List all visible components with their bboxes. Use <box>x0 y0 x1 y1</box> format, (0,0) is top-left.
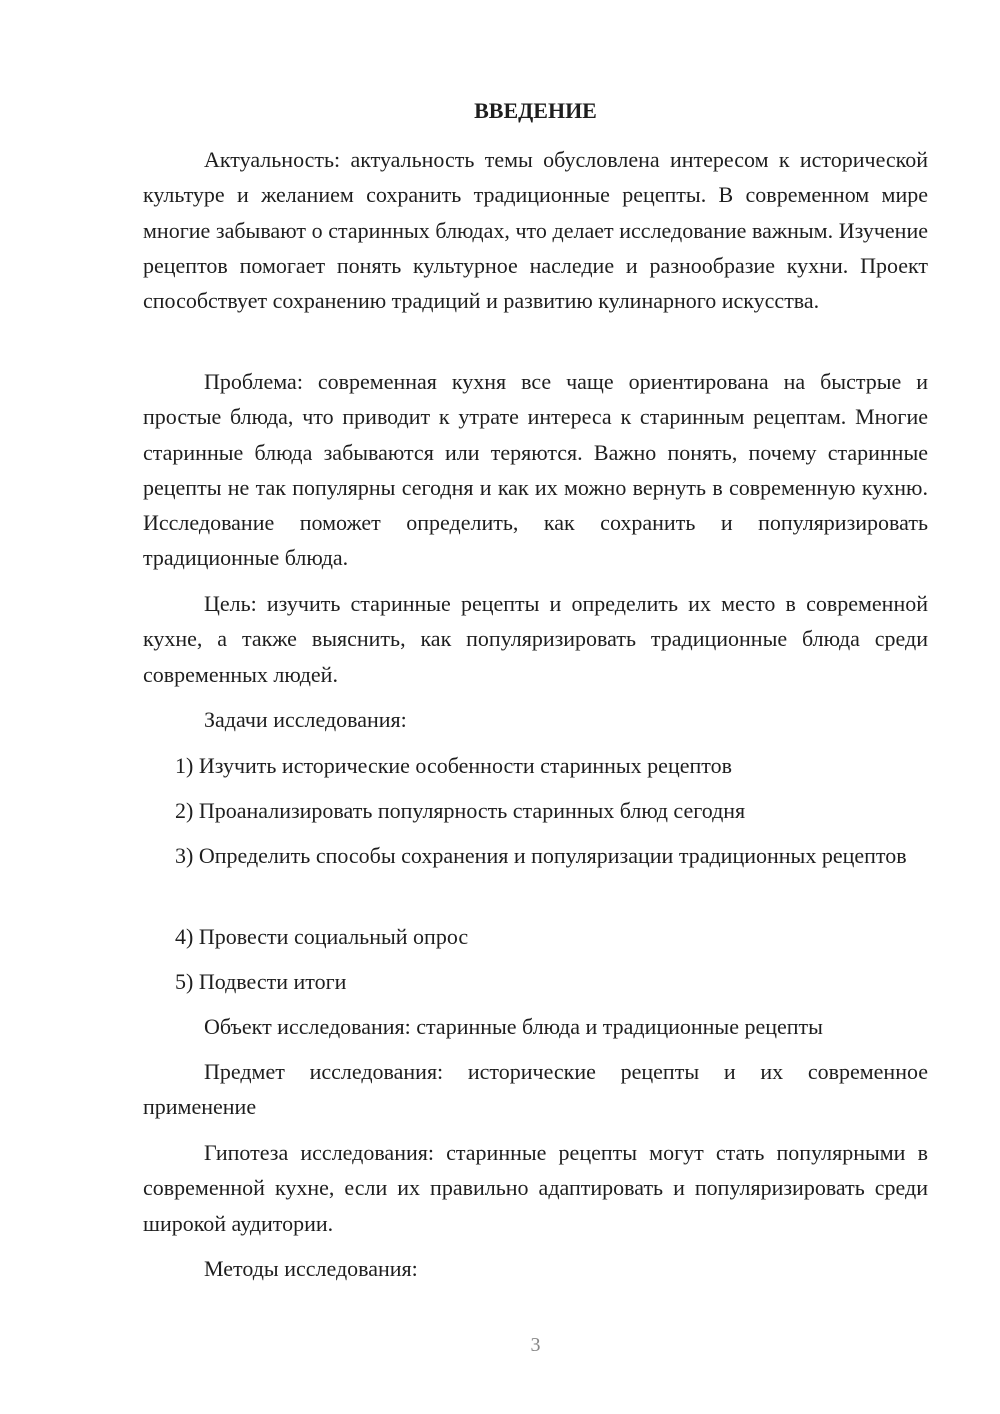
paragraph-problem: Проблема: современная кухня все чаще ориентирована на быстрые и простые блюда, что приводит к утрате интереса к старинным рецептам. Многие старинные блюда забываются или теряются. Важно понять, почему старинные рецепты не так популярны сегодня и как их можно вернуть в современную кухню. Исследование поможет определить, как сохранить и популяризировать традиционные блюда. <box>143 369 928 571</box>
section-title: ВВЕДЕНИЕ <box>474 98 597 123</box>
task-item: 3) Определить способы сохранения и популяризации традиционных рецептов <box>175 843 907 868</box>
paragraph-goal: Цель: изучить старинные рецепты и определить их место в современной кухне, а также выяснить, как популяризировать традиционные блюда среди современных людей. <box>143 591 928 687</box>
tasks-heading: Задачи исследования: <box>204 707 407 732</box>
paragraph-methods: Методы исследования: <box>204 1256 418 1281</box>
paragraph-subject: Предмет исследования: исторические рецепты и их современное применение <box>143 1059 928 1120</box>
paragraph-hypothesis: Гипотеза исследования: старинные рецепты могут стать популярными в современной кухне, если их правильно адаптировать и популяризировать среди широкой аудитории. <box>143 1140 928 1236</box>
task-item: 2) Проанализировать популярность старинных блюд сегодня <box>175 798 746 823</box>
paragraph-object: Объект исследования: старинные блюда и традиционные рецепты <box>204 1014 823 1039</box>
page-number: 3 <box>530 1334 541 1356</box>
task-item: 4) Провести социальный опрос <box>175 924 469 949</box>
paragraph-relevance: Актуальность: актуальность темы обусловлена интересом к исторической культуре и желанием сохранить традиционные рецепты. В современном мире многие забывают о старинных блюдах, что делает исследование важным. Изучение рецептов помогает понять культурное наследие и разнообразие кухни. Проект способствует сохранению традиций и развитию кулинарного искусства. <box>143 147 928 314</box>
task-item: 1) Изучить исторические особенности старинных рецептов <box>175 753 732 778</box>
document-page <box>143 0 928 1414</box>
task-item: 5) Подвести итоги <box>175 969 347 994</box>
